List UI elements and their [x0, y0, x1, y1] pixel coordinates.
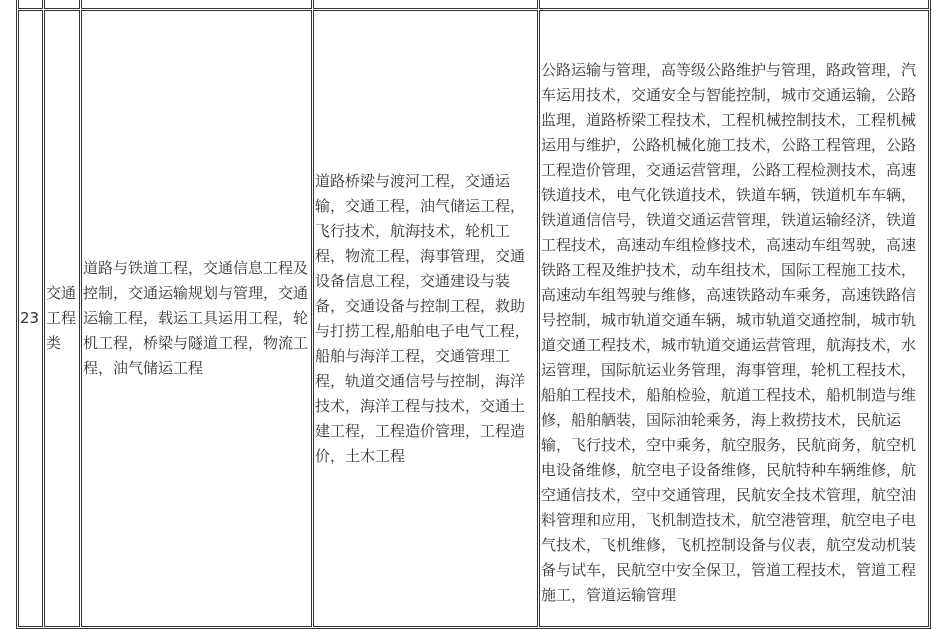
category-cell — [44, 10, 80, 627]
empty-cell — [81, 0, 312, 9]
vocational-majors-text: 公路运输与管理，高等级公路维护与管理，路政管理，汽车运用技术，交通安全与智能控制，城市交通运输，公路监理，道路桥梁工程技术，工程机械控制技术，工程机械运用与维护，公路机械化施工技术，公路工程管理，公路工程造价管理，交通运营管理，公路工程检测技术，高速铁道技术，电气化铁道技术，铁道车辆，铁道机车车辆，铁道通信信号，铁道交通运营管理，铁道运输经济，铁道工程技术，高速动车组检修技术，高速动车组驾驶，高速铁路工程及维护技术，动车组技术，国际工程施工技术，高速动车组驾驶与维修，高速铁路动车乘务，高速铁路信号控制，城市轨道交通车辆，城市轨道交通控制，城市轨道交通工程技术，城市轨道交通运营管理，航海技术，水运管理，国际航运业务管理，海事管理，轮机工程技术，船舶工程技术，船舶检验，航道工程技术，船机制造与维修，船舶舾装，国际油轮乘务，海上救捞技术，民航运输，飞行技术，空中乘务，航空服务，民航商务，航空机电设备维修，航空电子设备维修，民航特种车辆维修，航空通信技术，空中交通管理，民航安全技术管理，航空油料管理和应用，飞机制造技术，航空港管理，航空电子电气技术，飞机维修，飞机控制设备与仪表，航空发动机装备与试车，民航空中安全保卫，管道工程技术，管道工程施工，管道运输管理 — [541, 60, 917, 604]
undergraduate-majors-text: 道路与铁道工程，交通信息工程及控制，交通运输规划与管理，交通运输工程，载运工具运用工程，轮机工程，桥梁与隧道工程，物流工程，油气储运工程 — [83, 259, 309, 377]
row-number-cell — [18, 10, 43, 627]
empty-cell — [539, 0, 929, 9]
majors-table — [16, 0, 931, 629]
previous-row-tail — [18, 0, 929, 9]
graduate-majors-cell — [313, 10, 538, 627]
empty-cell — [313, 0, 538, 9]
category-name: 交通工程类 — [46, 284, 77, 352]
undergraduate-majors-cell — [81, 10, 312, 627]
table-row — [18, 10, 929, 627]
graduate-majors-text: 道路桥梁与渡河工程，交通运输，交通工程，油气储运工程，飞行技术，航海技术，轮机工程，物流工程，海事管理，交通设备信息工程，交通建设与装备，交通设备与控制工程，救助与打捞工程,船舶电子电气工程，船舶与海洋工程，交通管理工程，轨道交通信号与控制，海洋技术，海洋工程与技术，交通土建工程，工程造价管理，工程造价，土木工程 — [315, 171, 530, 465]
vocational-majors-cell — [539, 10, 929, 627]
empty-cell — [18, 0, 43, 9]
empty-cell — [44, 0, 80, 9]
row-number: 23 — [20, 309, 40, 327]
